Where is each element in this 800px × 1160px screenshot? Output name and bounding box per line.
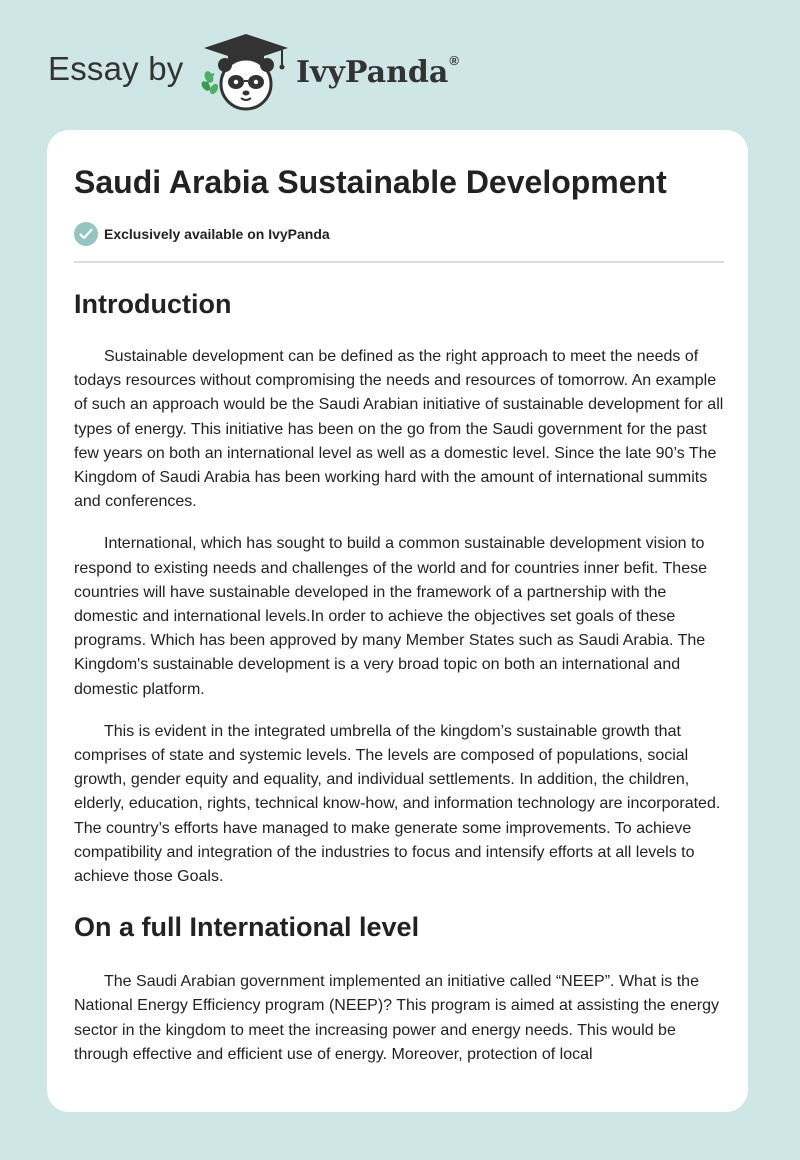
section-heading-international-level: On a full International level xyxy=(74,912,420,943)
check-circle-icon xyxy=(74,222,98,246)
essay-card xyxy=(47,130,748,1112)
paragraph: This is evident in the integrated umbrella of the kingdom’s sustainable growth that comprises of state and systemic levels. The levels are composed of populations, social growth, gender equity and equality, and individual settlements. In addition, the children, elderly, education, rights, technical know-how, and information technology are incorporated. The country’s efforts have managed to make generate some improvements. To achieve compatibility and integration of the industries to focus and intensify efforts at all levels to achieve those Goals. xyxy=(74,722,721,886)
essay-content xyxy=(74,280,724,1067)
title-divider xyxy=(74,261,724,263)
page-title: Saudi Arabia Sustainable Development xyxy=(74,164,667,200)
brand-prefix: Essay by xyxy=(48,50,184,87)
registered-mark: ® xyxy=(449,53,459,68)
brand-name[interactable]: IvyPanda® xyxy=(296,53,459,90)
paragraph: The Saudi Arabian government implemented an initiative called “NEEP”. What is the National Energy Efficiency program (NEEP)? This program is aimed at assisting the energy sector in the kingdom to meet the increasing power and energy needs. This would be through effective and efficient use of energy. Moreover, protection of local xyxy=(74,973,720,1063)
site-header xyxy=(0,0,800,130)
exclusive-badge xyxy=(74,222,330,246)
panda-graduate-logo-icon[interactable] xyxy=(198,32,294,112)
exclusive-badge-text: Exclusively available on IvyPanda xyxy=(104,226,330,242)
section-heading-introduction: Introduction xyxy=(74,289,232,319)
paragraph: Sustainable development can be defined as the right approach to meet the needs of todays resources without compromising the needs and resources of tomorrow. An example of such an approach would be the Saudi Arabian initiative of sustainable development for all types of energy. This initiative has been on the go from the Saudi government for the past few years on both an international level as well as a domestic level. Since the late 90’s The Kingdom of Saudi Arabia has been working hard with the amount of international summits and conferences. xyxy=(74,348,724,511)
paragraph: International, which has sought to build a common sustainable development vision to respond to existing needs and challenges of the world and for countries inner befit. These countries will have sustainable developed in the framework of a partnership with the domestic and international levels.In order to achieve the objectives set goals of these programs. Which has been approved by many Member States such as Saudi Arabia. The Kingdom's sustainable development is a very broad topic on both an international and domestic platform. xyxy=(74,535,707,698)
